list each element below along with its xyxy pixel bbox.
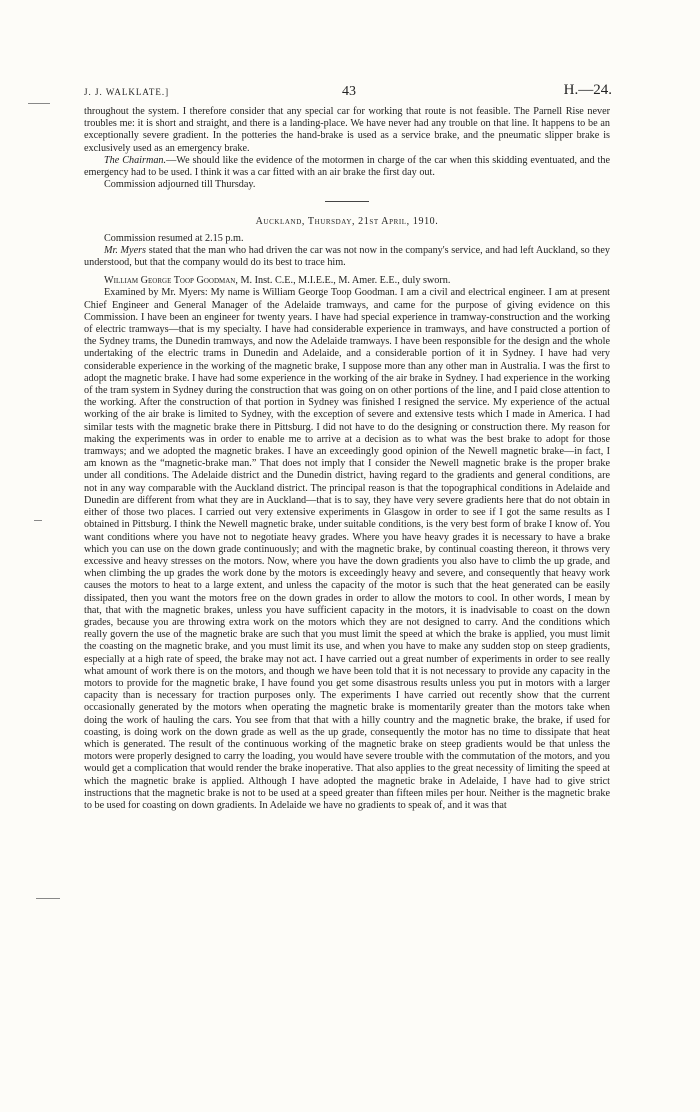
header-witness: J. J. WALKLATE.] [84,87,170,97]
resumed-paragraph: Commission resumed at 2.15 p.m. [104,232,244,244]
continued-paragraph: throughout the system. I therefore consider that any special car for working that route is not feasible. The Parnell Rise never troubles me: it is short and straight, and there is a landing-place. We have never had any trouble on that line. It happens to be an exceptionally severe gradient. In the potteries the hand-brake is used as a service brake, and the pneumatic slipper brake is exclusively used as an emergency brake. [84,106,610,154]
witness-name: William George Toop Goodman [104,275,236,287]
page-header [84,84,610,106]
myers-speaker: Mr. Myers [104,244,147,256]
document-page [84,84,610,812]
witness-paragraph [84,275,610,287]
chairman-paragraph [84,155,610,179]
adjourned-paragraph: Commission adjourned till Thursday. [104,179,256,191]
chairman-speaker: The Chairman. [104,154,167,166]
myers-text: stated that the man who had driven the car was not now in the company's service, and had left Auckland, so they understood, but that the company would do its best to trace him. [84,244,610,269]
document-reference: H.—24. [563,82,612,98]
section-divider [325,201,369,202]
margin-mark-bottom [36,898,60,899]
margin-mark-top [28,103,50,104]
evidence-paragraph: Examined by Mr. Myers: My name is William George Toop Goodman. I am a civil and electrical engineer. I am at present Chief Engineer and General Manager of the Adelaide tramways, and came for the purpose of giving evidence on this Commission. I have been an engineer for twenty years. I have had special experience in tramway-construction and the working of electric tramways—that is my specialty. I have had considerable experience in tramways, and have constructed a portion of the Sydney trams, the Dunedin tramways, and now the Adelaide tramways. I have been responsible for the design and the whole undertaking of the electric trams in Dunedin and Adelaide, and a considerable portion of it in Sydney. I have had very considerable experience in the working of the magnetic brake, I suppose more than any other man in Australia. I was the first to adopt the magnetic brake. I have had some experience in the working of the air brake in Sydney. I had experience in the working of the tram system in Sydney during the construction that was going on on other portions of the line, and I paid close attention to the working. After the construction of that portion in Sydney was finished I resigned the service. My experience of the actual working of the air brake is limited to Sydney, with the exception of severe and extensive tests which I made in America. I had similar tests with the magnetic brake there in Pittsburg. I did not have to do the designing or construction there. My reason for making the experiments was in order to enable me to arrive at a decision as to what was the best brake to adopt for those tramways; and we adopted the magnetic brakes. I have an exceedingly good opinion of the Newell magnetic brake—in fact, I am known as the “magnetic-brake man.” That does not imply that I consider the Newell magnetic brake is the proper brake under all conditions. The Adelaide district and the Dunedin district, having regard to the gradients and general conditions, are not in any way comparable with the Auckland district. The principal reason is that the topographical conditions in Adelaide and Dunedin are different from what they are in Auckland—that is to say, they have very severe gradients here that do not obtain in either of those two places. I carried out very extensive experiments in Glasgow in order to see if I got the same results as I obtained in Pittsburg. I think the Newell magnetic brake, under suitable conditions, is the very best form of brake I know of. You want conditions where you have not to negotiate heavy grades. Where you have heavy grades it is necessary to have a brake which you can use on the down grade continuously; and with the magnetic brake, by continual coasting thereon, it throws very excessive and heavy stresses on the motors. Now, where you have the down gradients you also have to climb the up grade, and when climbing the up grades the work done by the motors is exceedingly heavy and severe, and consequently that heavy work causes the motors to heat to a large extent, and unless the capacity of the motor is such that the heat generated can be easily dissipated, then you want the motors free on the down grades in order to allow the motors to cool. In other words, I mean by that, that with the magnetic brakes, unless you have sufficient capacity in the motors, it is inadvisable to coast on the down grades, because you are throwing extra work on the motors which they are not designed to carry. And the conditions which really govern the use of the magnetic brake are such that you must limit the speed at which the brake is applied, you must limit the coasting on the magnetic brake, and you must limit its use, and when you have to make any sudden stop on steep gradients, especially at a high rate of speed, the brake may not act. I have carried out a great number of experiments in order to see really what amount of work there is on the motors, and though we have been told that it is not necessary to provide any capacity in the motors to provide for the magnetic brake, I have found you get some disastrous results unless you put in motors with a larger capacity than is necessary for traction purposes only. The experiments I have carried out recently show that the current occasionally generated by the motors when operating the magnetic brake is momentarily greater than the motors take when doing the work of hauling the cars. You see from that that with a hilly country and the magnetic brake, the brake, if used for coasting, is doing work on the down grade as well as the up grade, consequently the motor has no time to dissipate that heat which is generated. The result of the continuous working of the magnetic brake on steep gradients would be that unless the motors were properly designed to carry the loading, you would have severe trouble with the commutation of the motors, and you would get a complication that would render the brake inoperative. That also applies to the great necessity of limiting the speed at which the magnetic brake is applied. Although I have adopted the magnetic brake in Adelaide, I have had to give strict instructions that the magnetic brake is not to be used at a speed greater than fifteen miles per hour. Neither is the magnetic brake to be used for coasting on down gradients. In Adelaide we have no gradients to speak of, and it was that [84,287,610,811]
dateline: Auckland, Thursday, 21st April, 1910. [255,216,439,228]
margin-mark-middle [34,520,42,521]
page-number: 43 [342,84,356,99]
myers-paragraph [84,245,610,269]
chairman-text: —We should like the evidence of the motormen in charge of the car when this skidding eventuated, and the emergency had to be used. I think it was a car fitted with an air brake the first day out. [84,154,610,179]
witness-credentials: , M. Inst. C.E., M.I.E.E., M. Amer. E.E., duly sworn. [235,275,451,287]
